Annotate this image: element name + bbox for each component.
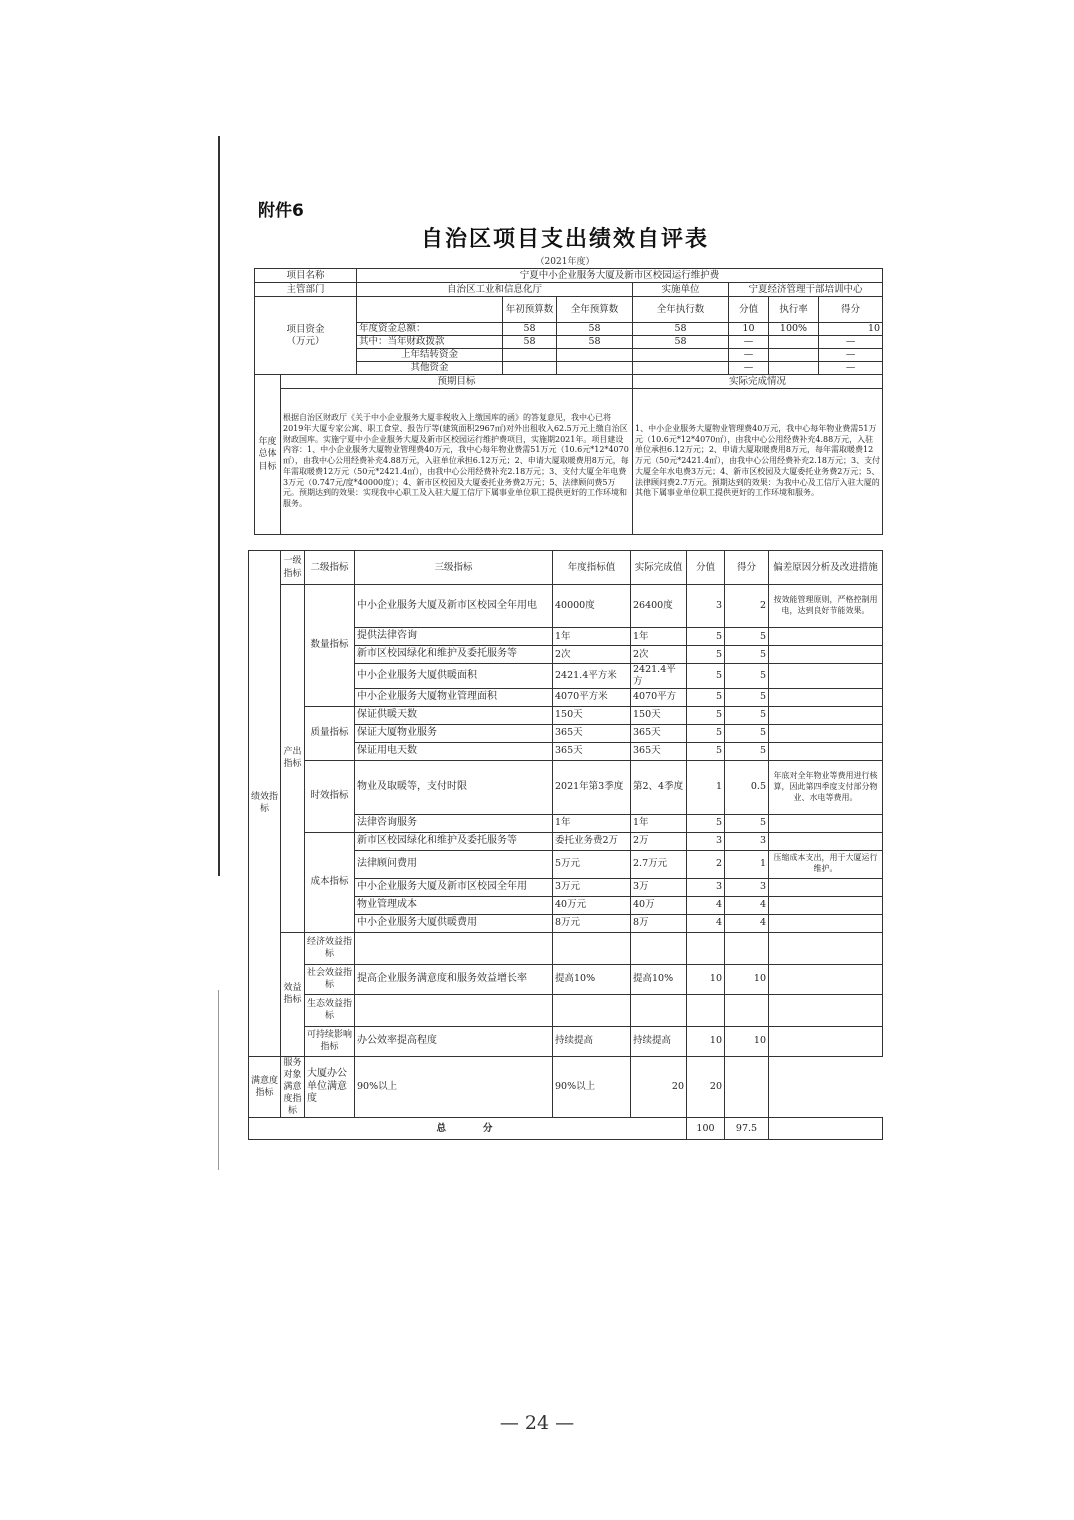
funds-cell: 58 <box>557 336 633 349</box>
benefit-label: 效益指标 <box>281 932 305 1056</box>
indicator-weight: 5 <box>687 628 725 646</box>
indicator-target: 365天 <box>553 724 631 742</box>
funds-cell <box>503 349 557 362</box>
indicator-weight: 5 <box>687 646 725 664</box>
indicator-actual: 2.7万元 <box>631 850 687 878</box>
indicator-weight: 5 <box>687 814 725 832</box>
indicator-weight: 3 <box>687 832 725 850</box>
group-timeliness: 时效指标 <box>305 760 355 832</box>
funds-cell: — <box>729 336 769 349</box>
total-note <box>769 1118 883 1140</box>
indicator-name: 中小企业服务大厦供暖费用 <box>355 914 553 932</box>
group-eco: 生态效益指标 <box>305 994 355 1026</box>
indicator-name: 大厦办公单位满意度 <box>305 1056 355 1118</box>
indicator-actual: 提高10% <box>631 964 687 994</box>
indicator-name: 中小企业服务大厦供暖面积 <box>355 664 553 689</box>
indicator-score: 2 <box>725 585 769 628</box>
funds-header: 分值 <box>729 297 769 323</box>
actual-result-header: 实际完成情况 <box>633 375 883 389</box>
goals-row-label: 年度总体目标 <box>255 375 281 535</box>
impl: 宁夏经济管理干部培训中心 <box>729 283 883 297</box>
indicator-score: 5 <box>725 646 769 664</box>
expected-goal-header: 预期目标 <box>281 375 633 389</box>
indicator-target: 90%以上 <box>355 1056 553 1118</box>
indicator-actual: 365天 <box>631 724 687 742</box>
header-level1: 一级指标 <box>281 551 305 585</box>
indicator-note <box>725 1056 769 1118</box>
indicator-note: 年底对全年物业等费用进行核算，因此第四季度支付部分物业、水电等费用。 <box>769 760 883 814</box>
funds-cell <box>769 362 819 375</box>
indicator-target <box>553 994 631 1026</box>
indicator-actual: 1年 <box>631 814 687 832</box>
indicator-name: 保证大厦物业服务 <box>355 724 553 742</box>
header-target: 年度指标值 <box>553 551 631 585</box>
indicator-name: 法律咨询服务 <box>355 814 553 832</box>
total-weight: 100 <box>687 1118 725 1140</box>
project-name: 宁夏中小企业服务大厦及新市区校园运行维护费 <box>357 269 883 283</box>
indicator-target: 1年 <box>553 814 631 832</box>
indicator-weight: 1 <box>687 760 725 814</box>
indicator-target: 委托业务费2万 <box>553 832 631 850</box>
indicator-name <box>355 994 553 1026</box>
dept: 自治区工业和信息化厅 <box>357 283 633 297</box>
indicator-target: 2421.4平方米 <box>553 664 631 689</box>
indicator-weight: 4 <box>687 914 725 932</box>
total-label: 总 分 <box>249 1118 687 1140</box>
funds-label <box>255 297 357 375</box>
indicator-name: 中小企业服务大厦物业管理面积 <box>355 688 553 706</box>
indicator-actual: 40万 <box>631 896 687 914</box>
indicator-name: 新市区校园绿化和维护及委托服务等 <box>355 646 553 664</box>
funds-label-line2: （万元） <box>286 335 325 347</box>
actual-result-text: 1、中小企业服务大厦物业管理费40万元，我中心每年物业费需51万元（10.6元*12*4070㎡），由我中心公用经费补充4.88万元，入驻单位承担6.12万元；2、申请大厦取暖费用8万元，每年需取暖费12万元（50元*2421.4㎡），由我中心公用经费补充2.18万元；3、支付大厦全年水电费3万元；4、新市区校园及大厦委托业务费2万元；5、法律顾问费2.7万元。預期达到的效果：为我中心及工信厅入驻大厦的其他下属事业单位职工提供更好的工作环境和服务。 <box>633 389 883 535</box>
indicator-weight: 5 <box>687 724 725 742</box>
group-quantity: 数量指标 <box>305 585 355 707</box>
indicator-weight: 5 <box>687 664 725 689</box>
indicator-score: 5 <box>725 742 769 760</box>
header-actual: 实际完成值 <box>631 551 687 585</box>
expected-goal-text: 根据自治区财政厅《关于中小企业服务大厦非税收入上缴国库的函》的答复意见，我中心已将2019年大厦专家公寓、职工食堂、报告厅等(建筑面积2967㎡)对外出租收入62.5万元上缴自治区财政国库。实施宁夏中小企业服务大厦及新市区校园运行维护费项目，实施期2021年。项目建设内容：1、中小企业服务大厦物业管理费40万元，我中心每年物业费需51万元（10.6元*12*4070㎡），由我中心公用经费补充4.88万元，入驻单位承担6.12万元；2、申请大厦取暖费用8万元，每年需取暖费12万元（50元*2421.4㎡），由我中心公用经费补充2.18万元；3、支付大厦全年电费3万元（0.747元/度*40000度）；4、新市区校园及大厦委托业务费2万元；5、法律顾问费5万元。预期达到的效果：实现我中心职工及入驻大厦工信厅下属事业单位职工提供更好的工作环境和服务。 <box>281 389 633 535</box>
indicator-target: 8万元 <box>553 914 631 932</box>
funds-row-name: 其中：当年财政拨款 <box>357 336 503 349</box>
funds-cell: 100% <box>769 323 819 336</box>
indicator-note <box>769 914 883 932</box>
funds-header-blank <box>357 297 503 323</box>
info-table <box>254 268 883 535</box>
indicator-note <box>769 878 883 896</box>
indicator-target: 4070平方米 <box>553 688 631 706</box>
group-economic: 经济效益指标 <box>305 932 355 964</box>
indicator-score: 5 <box>725 724 769 742</box>
year-label: （2021年度） <box>535 257 595 267</box>
indicator-note <box>769 964 883 994</box>
scan-left-edge-lower <box>218 990 219 1170</box>
funds-cell: — <box>819 362 883 375</box>
indicator-note <box>769 814 883 832</box>
indicator-name: 物业及取暖等，支付时限 <box>355 760 553 814</box>
indicator-target: 2次 <box>553 646 631 664</box>
header-score: 得分 <box>725 551 769 585</box>
indicator-actual: 2421.4平方 <box>631 664 687 689</box>
funds-label-line1: 项目资金 <box>286 323 325 335</box>
indicator-name: 法律顾问费用 <box>355 850 553 878</box>
project-name-label: 项目名称 <box>255 269 357 283</box>
funds-cell: 58 <box>503 336 557 349</box>
dept-label: 主管部门 <box>255 283 357 297</box>
indicator-weight: 10 <box>687 964 725 994</box>
funds-cell: — <box>819 336 883 349</box>
indicator-note <box>769 994 883 1026</box>
indicator-name: 提供法律咨询 <box>355 628 553 646</box>
indicator-score: 10 <box>725 964 769 994</box>
indicator-score: 0.5 <box>725 760 769 814</box>
scan-left-edge <box>218 136 220 876</box>
indicator-score: 1 <box>725 850 769 878</box>
indicator-target: 365天 <box>553 742 631 760</box>
indicator-name: 新市区校园绿化和维护及委托服务等 <box>355 832 553 850</box>
indicator-weight <box>687 994 725 1026</box>
indicator-score: 20 <box>687 1056 725 1118</box>
funds-row-name: 其他资金 <box>357 362 503 375</box>
indicator-table <box>248 550 883 1140</box>
group-service-satisfaction: 服务对象满意度指标 <box>281 1056 305 1118</box>
indicator-actual: 2次 <box>631 646 687 664</box>
indicator-note <box>769 742 883 760</box>
indicator-name <box>355 932 553 964</box>
header-deviation: 偏差原因分析及改进措施 <box>769 551 883 585</box>
funds-header: 执行率 <box>769 297 819 323</box>
performance-label: 绩效指标 <box>249 551 281 1057</box>
indicator-score <box>725 994 769 1026</box>
funds-cell: 58 <box>503 323 557 336</box>
indicator-score: 5 <box>725 628 769 646</box>
indicator-score: 5 <box>725 688 769 706</box>
indicator-name: 物业管理成本 <box>355 896 553 914</box>
indicator-name: 提高企业服务满意度和服务效益增长率 <box>355 964 553 994</box>
funds-cell <box>633 349 729 362</box>
funds-header: 全年预算数 <box>557 297 633 323</box>
funds-cell: 58 <box>633 336 729 349</box>
group-cost: 成本指标 <box>305 832 355 932</box>
group-social: 社会效益指标 <box>305 964 355 994</box>
funds-row-name: 上年结转资金 <box>357 349 503 362</box>
indicator-actual: 2万 <box>631 832 687 850</box>
indicator-weight: 5 <box>687 742 725 760</box>
indicator-note <box>769 628 883 646</box>
indicator-target: 5万元 <box>553 850 631 878</box>
indicator-note <box>769 706 883 724</box>
output-label: 产出指标 <box>281 585 305 933</box>
funds-row-name: 年度资金总额： <box>357 323 503 336</box>
indicator-actual <box>631 994 687 1026</box>
indicator-target: 40万元 <box>553 896 631 914</box>
impl-label: 实施单位 <box>633 283 729 297</box>
indicator-target: 3万元 <box>553 878 631 896</box>
indicator-actual <box>631 932 687 964</box>
indicator-name: 中小企业服务大厦及新市区校园全年用电 <box>355 585 553 628</box>
indicator-note <box>769 896 883 914</box>
header-weight: 分值 <box>687 551 725 585</box>
indicator-name: 保证供暖天数 <box>355 706 553 724</box>
indicator-score: 3 <box>725 832 769 850</box>
funds-cell: — <box>729 362 769 375</box>
indicator-weight: 3 <box>687 585 725 628</box>
indicator-score: 5 <box>725 664 769 689</box>
indicator-weight: 20 <box>631 1056 687 1118</box>
funds-cell: — <box>729 349 769 362</box>
indicator-actual: 26400度 <box>631 585 687 628</box>
indicator-note: 压缩成本支出，用于大厦运行维护。 <box>769 850 883 878</box>
indicator-weight: 5 <box>687 688 725 706</box>
indicator-score: 10 <box>725 1026 769 1056</box>
indicator-actual: 4070平方 <box>631 688 687 706</box>
indicator-name: 保证用电天数 <box>355 742 553 760</box>
page-number: — 24 — <box>499 1412 575 1434</box>
total-score: 97.5 <box>725 1118 769 1140</box>
indicator-target: 持续提高 <box>553 1026 631 1056</box>
indicator-score: 5 <box>725 814 769 832</box>
indicator-actual: 1年 <box>631 628 687 646</box>
indicator-score: 4 <box>725 914 769 932</box>
indicator-actual: 150天 <box>631 706 687 724</box>
funds-header: 全年执行数 <box>633 297 729 323</box>
indicator-note <box>769 646 883 664</box>
satisfaction-label: 满意度指标 <box>249 1056 281 1118</box>
indicator-note <box>769 1026 883 1056</box>
indicator-actual: 365天 <box>631 742 687 760</box>
indicator-weight: 4 <box>687 896 725 914</box>
indicator-target <box>553 932 631 964</box>
header-level3: 三级指标 <box>355 551 553 585</box>
page-title: 自治区项目支出绩效自评表 <box>420 226 709 252</box>
funds-cell <box>557 362 633 375</box>
indicator-weight: 5 <box>687 706 725 724</box>
funds-cell <box>503 362 557 375</box>
header-level2: 二级指标 <box>305 551 355 585</box>
indicator-note: 按效能管理原则，严格控制用电，达到良好节能效果。 <box>769 585 883 628</box>
indicator-actual: 持续提高 <box>631 1026 687 1056</box>
indicator-target: 40000度 <box>553 585 631 628</box>
funds-cell <box>633 362 729 375</box>
indicator-note <box>769 688 883 706</box>
funds-header: 年初预算数 <box>503 297 557 323</box>
indicator-actual: 3万 <box>631 878 687 896</box>
indicator-weight: 2 <box>687 850 725 878</box>
indicator-weight: 10 <box>687 1026 725 1056</box>
funds-cell <box>769 349 819 362</box>
indicator-actual: 90%以上 <box>553 1056 631 1118</box>
indicator-name: 办公效率提高程度 <box>355 1026 553 1056</box>
indicator-note <box>769 664 883 689</box>
indicator-score: 3 <box>725 878 769 896</box>
attachment-label: 附件6 <box>258 201 304 221</box>
funds-cell: — <box>819 349 883 362</box>
indicator-note <box>769 832 883 850</box>
indicator-target: 150天 <box>553 706 631 724</box>
indicator-score: 5 <box>725 706 769 724</box>
funds-cell: 10 <box>729 323 769 336</box>
indicator-weight: 3 <box>687 878 725 896</box>
indicator-note <box>769 724 883 742</box>
indicator-note <box>769 932 883 964</box>
indicator-target: 提高10% <box>553 964 631 994</box>
funds-header: 得分 <box>819 297 883 323</box>
funds-cell: 58 <box>557 323 633 336</box>
funds-cell <box>769 336 819 349</box>
indicator-target: 1年 <box>553 628 631 646</box>
group-quality: 质量指标 <box>305 706 355 760</box>
indicator-name: 中小企业服务大厦及新市区校园全年用 <box>355 878 553 896</box>
funds-cell <box>557 349 633 362</box>
funds-cell: 10 <box>819 323 883 336</box>
indicator-actual: 8万 <box>631 914 687 932</box>
indicator-actual: 第2、4季度 <box>631 760 687 814</box>
indicator-weight <box>687 932 725 964</box>
indicator-target: 2021年第3季度 <box>553 760 631 814</box>
funds-cell: 58 <box>633 323 729 336</box>
group-sustainable: 可持续影响指标 <box>305 1026 355 1056</box>
indicator-score: 4 <box>725 896 769 914</box>
indicator-score <box>725 932 769 964</box>
